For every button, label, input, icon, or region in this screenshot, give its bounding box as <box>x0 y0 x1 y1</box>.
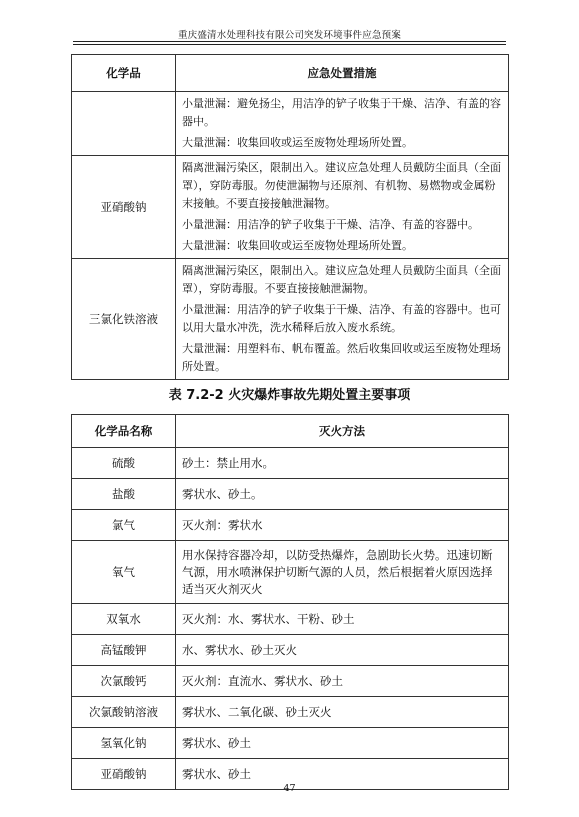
measure-text: 小量泄漏：避免扬尘，用洁净的铲子收集于干燥、洁净、有盖的容器中。 <box>182 97 501 128</box>
table-row <box>72 510 509 541</box>
table-header-row <box>72 415 509 448</box>
chemical-cell: 盐酸 <box>72 479 176 510</box>
measure-text: 大量泄漏：收集回收或运至废物处理场所处置。 <box>182 239 413 252</box>
measures-cell <box>176 259 509 380</box>
measure-text: 隔离泄漏污染区，限制出入。建议应急处理人员戴防尘面具（全面罩），穿防毒服。勿使泄漏物与还原剂、有机物、易燃物或金属粉末接触。不要直接接触泄漏物。 <box>182 161 501 210</box>
page-header-title: 重庆盛清水处理科技有限公司突发环境事件应急预案 <box>177 30 402 41</box>
table-row <box>72 728 509 759</box>
measures-cell <box>176 92 509 156</box>
chemical-cell: 硫酸 <box>72 448 176 479</box>
method-cell: 灭火剂：直流水、雾状水、砂土 <box>176 666 509 697</box>
chemical-cell: 亚硝酸钠 <box>72 759 176 790</box>
method-cell: 雾状水、二氧化碳、砂土灭火 <box>176 697 509 728</box>
method-cell: 用水保持容器冷却，以防受热爆炸，急剧助长火势。迅速切断气源，用水喷淋保护切断气源的人员，然后根据着火原因选择适当灭火剂灭火 <box>176 541 509 604</box>
method-cell: 灭火剂：水、雾状水、干粉、砂土 <box>176 604 509 635</box>
method-cell: 水、雾状水、砂土灭火 <box>176 635 509 666</box>
table-row <box>72 604 509 635</box>
method-cell: 灭火剂：雾状水 <box>176 510 509 541</box>
chemical-cell: 亚硝酸钠 <box>72 156 176 259</box>
page-number: 47 <box>283 783 296 794</box>
chemical-cell: 氢氧化钠 <box>72 728 176 759</box>
column-header-measures: 应急处置措施 <box>176 55 509 92</box>
measure-text: 小量泄漏：用洁净的铲子收集于干燥、洁净、有盖的容器中。 <box>182 218 479 231</box>
column-header-chemical-name: 化学品名称 <box>72 415 176 448</box>
measures-cell <box>176 156 509 259</box>
measure-text: 大量泄漏：用塑料布、帆布覆盖。然后收集回收或运至废物处理场所处置。 <box>182 342 501 373</box>
method-cell: 雾状水、砂土 <box>176 759 509 790</box>
column-header-method: 灭火方法 <box>176 415 509 448</box>
method-cell: 雾状水、砂土 <box>176 728 509 759</box>
column-header-chemical: 化学品 <box>72 55 176 92</box>
chemical-cell: 三氯化铁溶液 <box>72 259 176 380</box>
header-rule-thin <box>73 44 506 45</box>
table-row <box>72 479 509 510</box>
fire-extinguishing-table <box>71 414 509 790</box>
header-rule <box>73 41 506 42</box>
table-row <box>72 541 509 604</box>
table-row <box>72 156 509 259</box>
table-row <box>72 259 509 380</box>
table-row <box>72 92 509 156</box>
method-cell: 砂土：禁止用水。 <box>176 448 509 479</box>
chemical-cell: 氯气 <box>72 510 176 541</box>
chemical-cell <box>72 92 176 156</box>
table-row <box>72 697 509 728</box>
measure-text: 小量泄漏：用洁净的铲子收集于干燥、洁净、有盖的容器中。也可以用大量水冲洗，洗水稀释后放入废水系统。 <box>182 303 501 334</box>
chemical-cell: 高锰酸钾 <box>72 635 176 666</box>
table-header-row <box>72 55 509 92</box>
table-row <box>72 666 509 697</box>
chemical-cell: 次氯酸钠溶液 <box>72 697 176 728</box>
table-row <box>72 635 509 666</box>
measure-text: 大量泄漏：收集回收或运至废物处理场所处置。 <box>182 136 413 149</box>
emergency-measures-table <box>71 54 509 380</box>
chemical-cell: 双氧水 <box>72 604 176 635</box>
table-row <box>72 448 509 479</box>
measure-text: 隔离泄漏污染区，限制出入。建议应急处理人员戴防尘面具（全面罩），穿防毒服。不要直接接触泄漏物。 <box>182 264 501 295</box>
table-caption: 表 7.2-2 火灾爆炸事故先期处置主要事项 <box>168 388 411 403</box>
chemical-cell: 氧气 <box>72 541 176 604</box>
method-cell: 雾状水、砂土。 <box>176 479 509 510</box>
chemical-cell: 次氯酸钙 <box>72 666 176 697</box>
